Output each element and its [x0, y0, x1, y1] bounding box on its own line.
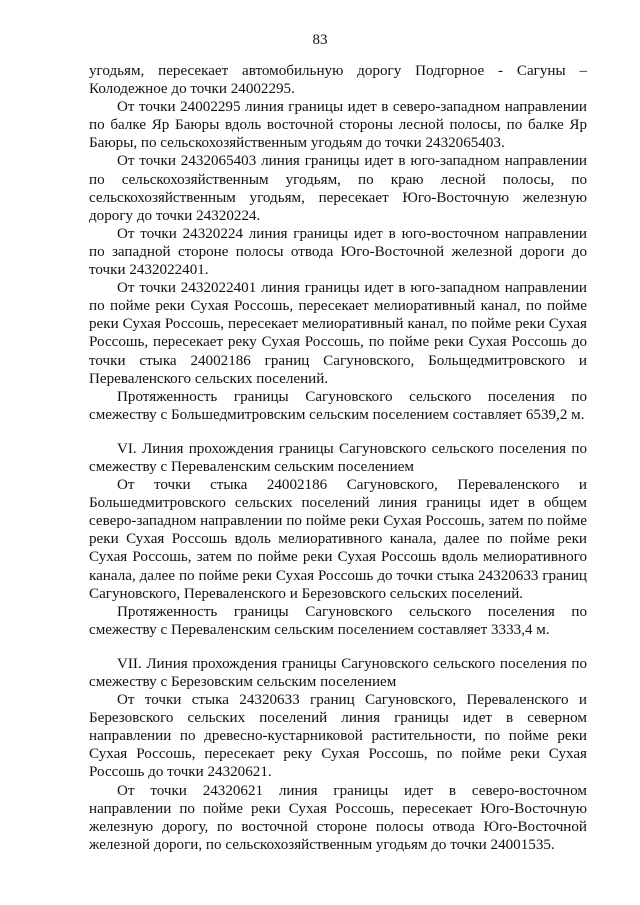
paragraph-continuation: угодьям, пересекает автомобильную дорогу Подгорное - Сагуны – Колодежное до точки 24002295. — [89, 63, 587, 98]
paragraph: От точки 24320224 линия границы идет в юго-восточном направлении по западной стороне полосы отвода Юго-Восточной железной дороги до точки 2432022401. — [89, 225, 587, 279]
paragraph: От точки стыка 24002186 Сагуновского, Переваленского и Большедмитровского сельских поселений линия границы идет в общем северо-западном направлении по пойме реки Сухая Россошь, затем по пойме реки Сухая Россошь вдоль мелиоративного канала, далее по пойме реки Сухая Россошь, затем по пойме реки Сухая Россошь вдоль мелиоративного канала, далее по пойме реки Сухая Россошь до точки стыка 24320633 границ Сагуновского, Переваленского и Березовского сельских поселений. — [89, 477, 587, 602]
paragraph: От точки стыка 24320633 границ Сагуновского, Переваленского и Березовского сельских поселений линия границы идет в северном направлении по древесно-кустарниковой растительности, по пойме реки Сухая Россошь, пересекает реку Сухая Россошь, по пойме реки Сухая Россошь до точки 24320621. — [89, 692, 587, 781]
page-number: 83 — [312, 32, 328, 48]
section-heading-vi: VI. Линия прохождения границы Сагуновского сельского поселения по смежеству с Переваленским сельским поселением — [89, 440, 587, 475]
paragraph: От точки 2432022401 линия границы идет в юго-западном направлении по пойме реки Сухая Россошь, пересекает мелиоративный канал, по пойме реки Сухая Россошь, пересекает мелиоративный канал, по пойме реки Сухая Россошь, пересекает реку Сухая Россошь, по пойме реки Сухая Россошь до точки стыка 24002186 границ Сагуновского, Больщедмитровского и Переваленского сельских поселений. — [89, 280, 587, 387]
paragraph-length-summary: Протяженность границы Сагуновского сельского поселения по смежеству с Переваленским сельским поселением составляет 3333,4 м. — [89, 603, 587, 638]
section-heading-vii: VII. Линия прохождения границы Сагуновского сельского поселения по смежеству с Березовским сельским поселением — [89, 655, 587, 690]
document-body — [89, 62, 587, 854]
paragraph-length-summary: Протяженность границы Сагуновского сельского поселения по смежеству с Большедмитровским сельским поселением составляет 6539,2 м. — [89, 388, 587, 423]
paragraph: От точки 2432065403 линия границы идет в юго-западном направлении по сельскохозяйственным угодьям, по краю лесной полосы, по сельскохозяйственным угодьям, пересекает Юго-Восточную железную дорогу до точки 24320224. — [89, 153, 587, 224]
paragraph: От точки 24320621 линия границы идет в северо-восточном направлении по пойме реки Сухая Россошь, пересекает Юго-Восточную железную дорогу, по восточной стороне полосы отвода Юго-Восточной железной дороги, по сельскохозяйственным угодьям до точки 24001535. — [89, 782, 587, 853]
paragraph: От точки 24002295 линия границы идет в северо-западном направлении по балке Яр Баюры вдоль восточной стороны лесной полосы, по балке Яр Баюры, по сельскохозяйственным угодьям до точки 2432065403. — [89, 99, 587, 152]
